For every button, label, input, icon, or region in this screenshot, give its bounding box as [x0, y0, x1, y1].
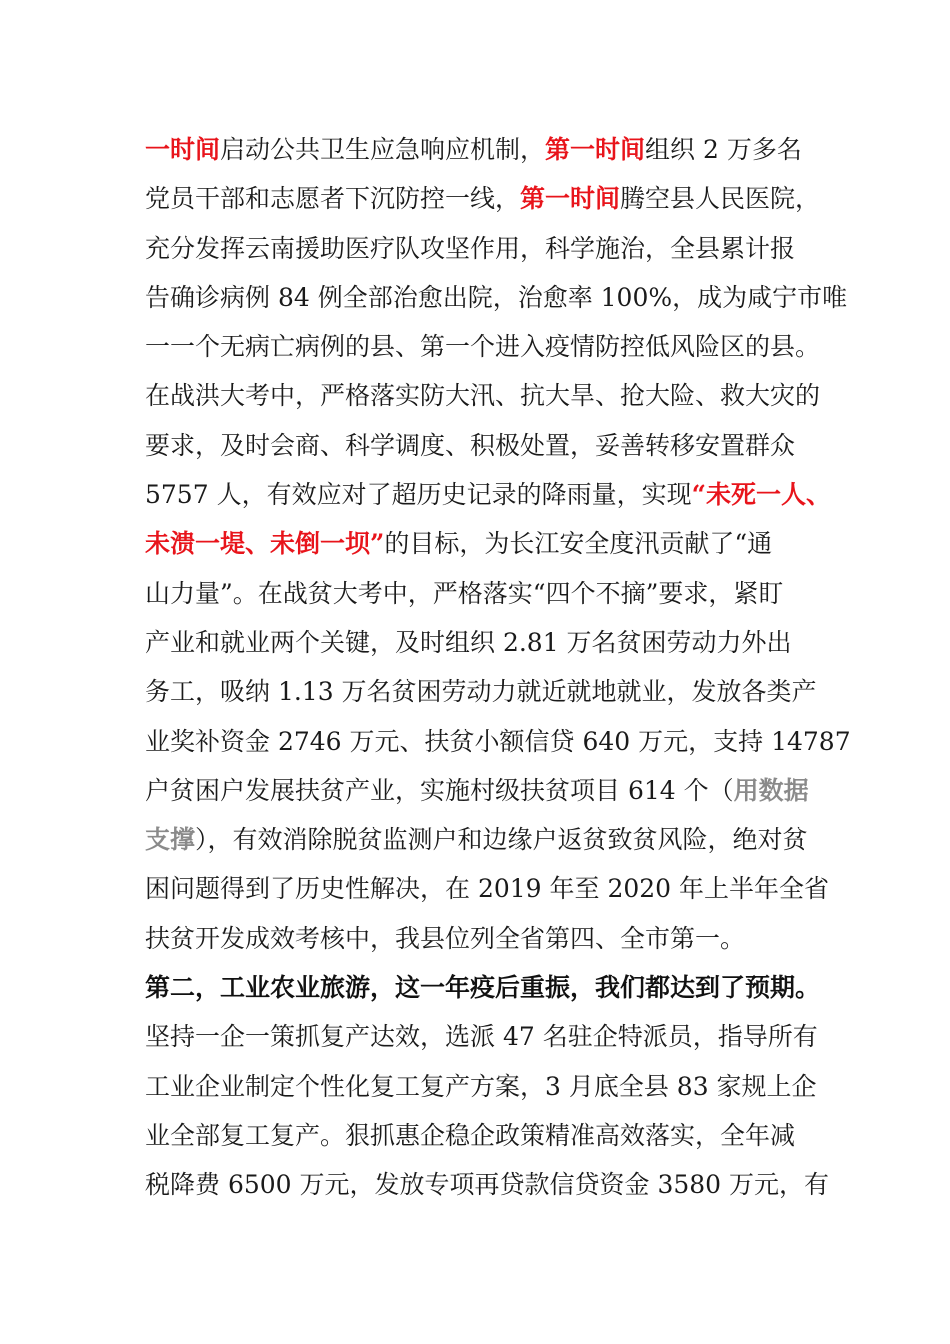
highlight-text: 一时间 [145, 135, 221, 164]
body-text-segment: 的目标，为长江安全度汛贡献了“通 [384, 529, 773, 559]
body-text-segment: 告确诊病例 84 例全部治愈出院，治愈率 100%，成为咸宁市唯 [145, 282, 848, 312]
text-line [145, 421, 815, 470]
text-line [145, 322, 821, 371]
body-text-segment: 业奖补资金 2746 万元、扶贫小额信贷 640 万元，支持 14787 [145, 726, 851, 756]
editor-note-text: 用数据 [733, 775, 809, 805]
body-text-segment: 山力量”。在战贫大考中，严格落实“四个不摘”要求，紧盯 [145, 578, 784, 608]
body-text-segment: 业全部复工复产。狠抓惠企稳企政策精准高效落实，全年减 [145, 1120, 796, 1150]
text-line [145, 371, 821, 420]
highlight-text: “未死一人、 [691, 480, 831, 510]
body-text-segment: 工业企业制定个性化复工复产方案，3 月底全县 83 家规上企 [145, 1071, 817, 1101]
text-line [145, 1160, 830, 1209]
body-text-segment: 组织 2 万多名 [645, 135, 802, 164]
body-text-segment: 产业和就业两个关键，及时组织 2.81 万名贫困劳动力外出 [145, 627, 792, 657]
body-text [145, 125, 851, 1210]
text-line [145, 914, 815, 963]
editor-note-text: 支撑 [145, 825, 196, 855]
text-line [145, 125, 815, 174]
text-line [145, 815, 815, 864]
body-text-segment: 党员干部和志愿者下沉防控一线， [145, 184, 521, 214]
text-line [145, 1062, 815, 1111]
text-line [145, 717, 851, 766]
body-text-segment: 5757 人，有效应对了超历史记录的降雨量，实现 [145, 480, 692, 510]
body-text-segment: 务工，吸纳 1.13 万名贫困劳动力就近就地就业，发放各类产 [145, 677, 817, 707]
text-line [145, 470, 831, 519]
body-text-segment: 困问题得到了历史性解决，在 2019 年至 2020 年上半年全省 [145, 874, 830, 904]
text-line [145, 519, 815, 568]
body-text-segment: 充分发挥云南援助医疗队攻坚作用，科学施治，全县累计报 [145, 233, 796, 263]
body-text-segment: 要求，及时会商、科学调度、积极处置，妥善转移安置群众 [145, 430, 796, 460]
body-text-segment: 税降费 6500 万元，发放专项再贷款信贷资金 3580 万元，有 [145, 1170, 830, 1200]
text-line [145, 864, 830, 913]
text-line [145, 766, 815, 815]
text-line [145, 963, 821, 1012]
body-text-segment: 在战洪大考中，严格落实防大汛、抗大旱、抢大险、救大灾的 [145, 381, 821, 411]
highlight-text: 第一时间 [545, 135, 646, 164]
body-text-segment: 扶贫开发成效考核中，我县位列全省第四、全市第一。 [145, 923, 746, 953]
highlight-text: 未溃一堤、未倒一坝” [145, 529, 385, 559]
section-heading: 第二，工业农业旅游，这一年疫后重振，我们都达到了预期。 [145, 973, 821, 1003]
highlight-text: 第一时间 [520, 184, 621, 214]
text-line [145, 667, 815, 716]
text-line [145, 1111, 815, 1160]
body-text-segment: 一一个无病亡病例的县、第一个进入疫情防控低风险区的县。 [145, 332, 821, 362]
body-text-segment: ），有效消除脱贫监测户和边缘户返贫致贫风险，绝对贫 [195, 825, 808, 855]
body-text-segment: 坚持一企一策抓复产达效，选派 47 名驻企特派员，指导所有 [145, 1022, 818, 1052]
text-line [145, 569, 815, 618]
body-text-segment: 户贫困户发展扶贫产业，实施村级扶贫项目 614 个（ [145, 775, 734, 805]
body-text-segment: 启动公共卫生应急响应机制， [220, 135, 546, 164]
text-line [145, 618, 815, 667]
text-line [145, 273, 848, 322]
text-line [145, 174, 821, 223]
text-line [145, 1012, 818, 1061]
text-line [145, 224, 815, 273]
body-text-segment: 腾空县人民医院， [620, 184, 821, 214]
